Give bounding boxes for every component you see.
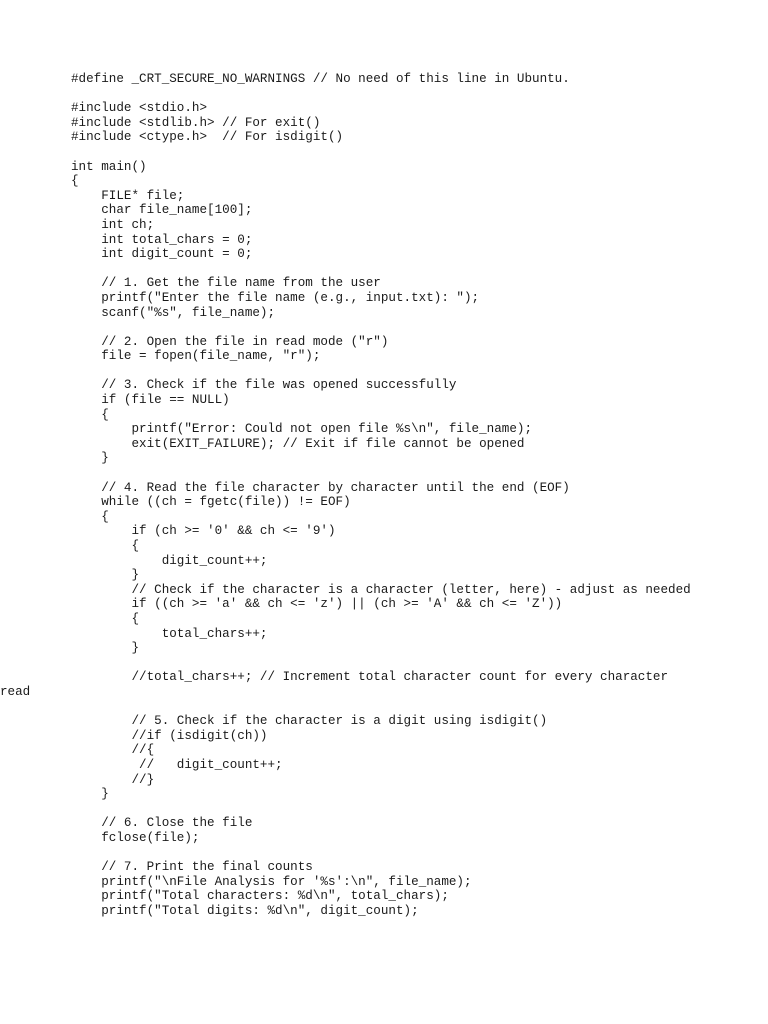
- code-line: int total_chars = 0;: [71, 232, 253, 247]
- code-line: printf("Total characters: %d\n", total_chars);: [71, 889, 449, 904]
- code-line: printf("Error: Could not open file %s\n", file_name);: [71, 422, 533, 437]
- code-line: printf("Total digits: %d\n", digit_count);: [71, 903, 419, 918]
- code-line: digit_count++;: [71, 553, 268, 568]
- code-line: // 2. Open the file in read mode ("r"): [71, 334, 389, 349]
- code-line: // Check if the character is a character (letter, here) - adjust as needed: [71, 582, 691, 597]
- code-line: // digit_count++;: [71, 757, 283, 772]
- code-line: {: [71, 174, 79, 189]
- code-line: [71, 656, 711, 671]
- code-line: if (ch >= '0' && ch <= '9'): [71, 524, 336, 539]
- code-line: #define _CRT_SECURE_NO_WARNINGS // No need of this line in Ubuntu.: [71, 72, 570, 86]
- code-line: [71, 466, 711, 481]
- code-line: // 6. Close the file: [71, 816, 253, 831]
- code-line: {: [71, 407, 109, 422]
- code-listing: [0, 72, 711, 918]
- code-line: fclose(file);: [71, 830, 200, 845]
- code-line: }: [71, 451, 109, 466]
- code-line: {: [71, 509, 109, 524]
- code-line: total_chars++;: [71, 626, 268, 641]
- code-line: int main(): [71, 159, 147, 174]
- code-line: // 1. Get the file name from the user: [71, 276, 381, 291]
- code-line: FILE* file;: [71, 188, 185, 203]
- code-line: exit(EXIT_FAILURE); // Exit if file cannot be opened: [71, 436, 525, 451]
- code-line: int ch;: [71, 217, 155, 232]
- code-line: char file_name[100];: [71, 203, 253, 218]
- code-line: }: [71, 787, 109, 802]
- code-line: [71, 802, 711, 817]
- code-line: // 4. Read the file character by character until the end (EOF): [71, 480, 570, 495]
- code-line: #include <stdio.h>: [71, 101, 208, 116]
- code-line: int digit_count = 0;: [71, 247, 253, 262]
- code-line: printf("Enter the file name (e.g., input.txt): ");: [71, 290, 480, 305]
- code-line: [71, 320, 711, 335]
- code-line: [71, 262, 711, 277]
- code-line: {: [71, 539, 140, 553]
- code-line-wrapped: read: [0, 684, 31, 699]
- code-line: {: [71, 611, 140, 626]
- code-line: // 3. Check if the file was opened successfully: [71, 378, 457, 393]
- code-line: // 5. Check if the character is a digit using isdigit(): [71, 714, 548, 729]
- code-line: [71, 145, 711, 160]
- code-line: file = fopen(file_name, "r");: [71, 349, 321, 364]
- code-line: #include <ctype.h> // For isdigit(): [71, 130, 344, 145]
- code-line: //{: [71, 743, 155, 758]
- code-line: //total_chars++; // Increment total character count for every character: [71, 670, 669, 685]
- code-line: // 7. Print the final counts: [71, 860, 313, 875]
- code-line: [71, 364, 711, 379]
- code-line: //}: [71, 772, 155, 787]
- code-line: [71, 845, 711, 860]
- code-line: while ((ch = fgetc(file)) != EOF): [71, 495, 351, 510]
- code-line: if ((ch >= 'a' && ch <= 'z') || (ch >= 'A' && ch <= 'Z')): [71, 597, 563, 612]
- code-line: [71, 87, 711, 102]
- code-line: if (file == NULL): [71, 393, 230, 408]
- code-line: //if (isdigit(ch)): [71, 728, 268, 743]
- code-line: printf("\nFile Analysis for '%s':\n", file_name);: [71, 874, 472, 889]
- code-line: [71, 700, 711, 715]
- code-line: scanf("%s", file_name);: [71, 305, 276, 320]
- code-line: }: [71, 568, 140, 583]
- code-line: }: [71, 641, 140, 656]
- code-line: #include <stdlib.h> // For exit(): [71, 115, 321, 130]
